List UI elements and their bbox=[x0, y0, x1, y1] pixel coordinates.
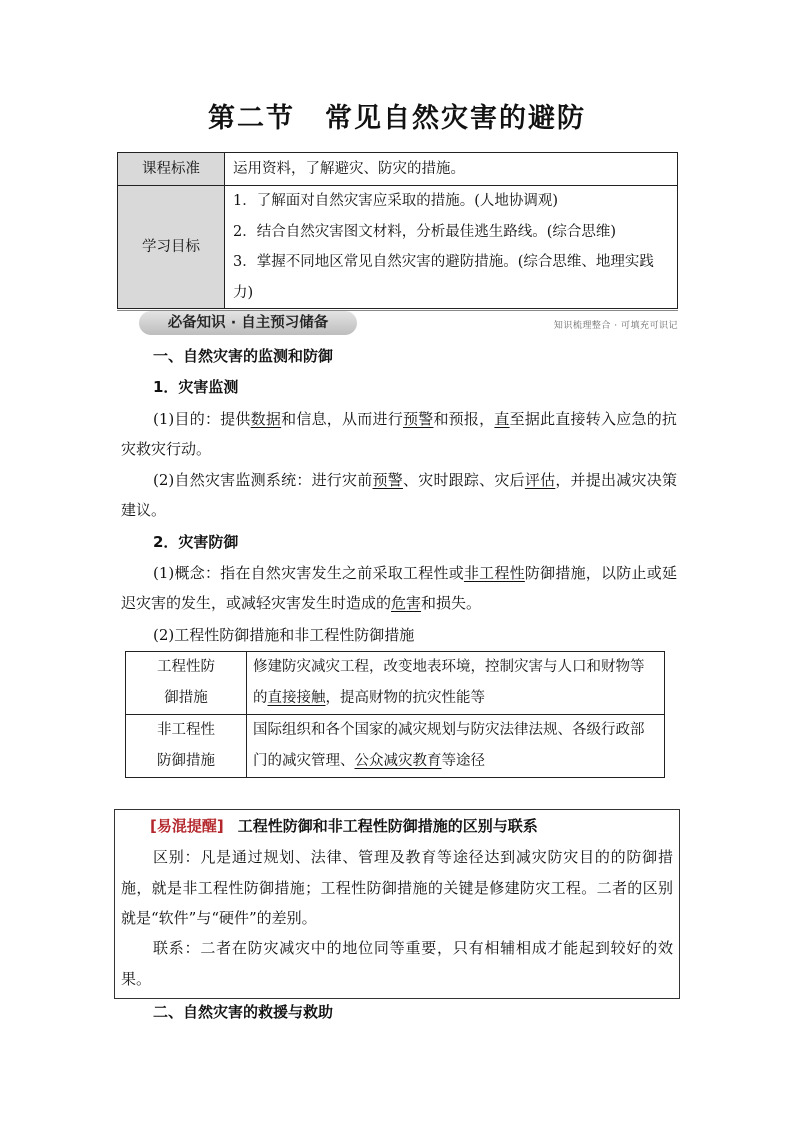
page-title: 第二节 常见自然灾害的避防 bbox=[208, 103, 586, 134]
tip-paragraph-difference: 区别：凡是通过规划、法律、管理及教育等途径达到减灾防灾目的的防御措施，就是非工程性防御措施；工程性防御措施的关键是修建防灾工程。二者的区别就是“软件”与“硬件”的差别。 bbox=[121, 848, 673, 927]
tip-tag: [易混提醒] bbox=[150, 817, 224, 835]
section-heading-1: 一、自然灾害的监测和防御 bbox=[153, 347, 334, 365]
paragraph-system: (2)自然灾害监测系统：进行灾前预警、灾时跟踪、灾后评估，并提出减灾决策建议。 bbox=[121, 471, 677, 519]
table-row bbox=[118, 186, 678, 309]
standard-label: 课程标准 bbox=[118, 153, 225, 186]
subheading-defense: 2．灾害防御 bbox=[153, 533, 239, 551]
table-row bbox=[126, 715, 665, 778]
section-bar bbox=[117, 310, 678, 336]
row-label: 工程性防 御措施 bbox=[126, 652, 247, 715]
goal-item: 2．结合自然灾害图文材料，分析最佳逃生路线。(综合思维) bbox=[233, 223, 617, 240]
section-heading-2: 二、自然灾害的救援与救助 bbox=[153, 1003, 334, 1021]
goals-label: 学习目标 bbox=[118, 186, 225, 309]
subheading-monitoring: 1．灾害监测 bbox=[153, 378, 239, 396]
paragraph-measures-intro: (2)工程性防御措施和非工程性防御措施 bbox=[153, 626, 415, 644]
goals-cell bbox=[225, 186, 678, 309]
course-standard-table bbox=[117, 152, 678, 309]
row-value: 修建防灾减灾工程，改变地表环境，控制灾害与人口和财物等的直接接触，提高财物的抗灾性能等 bbox=[247, 652, 665, 715]
section-note: 知识梳理整合 · 可填充可识记 bbox=[553, 321, 678, 331]
paragraph-concept: (1)概念：指在自然灾害发生之前采取工程性或非工程性防御措施，以防止或延迟灾害的发生，或减轻灾害发生时造成的危害和损失。 bbox=[121, 564, 677, 612]
goal-item: 1．了解面对自然灾害应采取的措施。(人地协调观) bbox=[233, 193, 559, 209]
table-row bbox=[118, 153, 678, 186]
standard-value: 运用资料，了解避灾、防灾的措施。 bbox=[225, 153, 678, 186]
row-label: 非工程性 防御措施 bbox=[126, 715, 247, 778]
goal-item: 3．掌握不同地区常见自然灾害的避防措施。(综合思维、地理实践力) bbox=[233, 254, 654, 301]
tip-title: 工程性防御和非工程性防御措施的区别与联系 bbox=[237, 817, 538, 835]
tip-paragraph-relation: 联系：二者在防灾减灾中的地位同等重要，只有相辅相成才能起到较好的效果。 bbox=[121, 939, 673, 988]
row-value: 国际组织和各个国家的减灾规划与防灾法律法规、各级行政部门的减灾管理、公众减灾教育等途径 bbox=[247, 715, 665, 778]
measures-table bbox=[125, 651, 665, 778]
paragraph-purpose: (1)目的：提供数据和信息，从而进行预警和预报，直至据此直接转入应急的抗灾救灾行动。 bbox=[121, 410, 677, 458]
tip-heading bbox=[150, 811, 538, 841]
section-label: 必备知识 · 自主预习储备 bbox=[139, 311, 357, 335]
table-row bbox=[126, 652, 665, 715]
